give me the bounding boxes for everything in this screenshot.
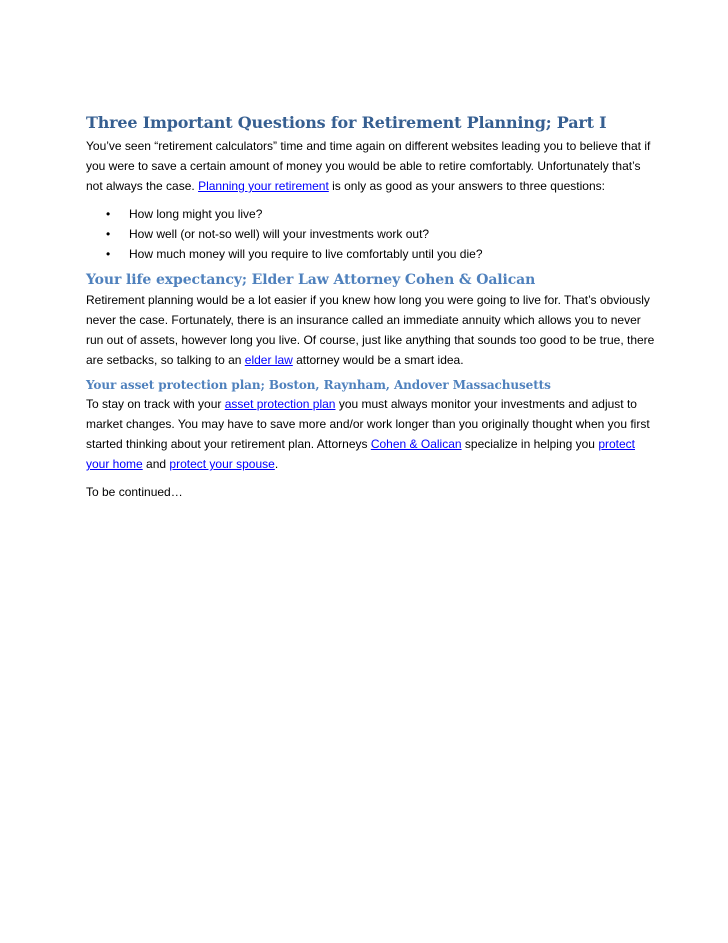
closing-text: To be continued…: [86, 485, 183, 499]
bullet-icon: •: [106, 247, 111, 261]
protect-your-home-link[interactable]: protect your home: [86, 437, 636, 471]
protect-your-spouse-link[interactable]: protect your spouse: [169, 457, 275, 471]
bullet-icon: •: [106, 207, 111, 221]
life-expectancy-paragraph: Retirement planning would be a lot easier if you knew how long you were going to live for. That’s obviously never the case. Fortunately, there is an insurance called an immediate annuity which allows you to never run out of assets, however long you live. Of course, just like anything that sounds too good to be true, there are setbacks, so talking to an elder law attorney would be a smart idea.: [86, 293, 655, 367]
list-item: • How well (or not-so well) will your investments work out?: [86, 224, 656, 244]
elder-law-link[interactable]: elder law: [244, 353, 293, 367]
asset-protection-paragraph: To stay on track with your asset protection plan you must always monitor your investments and adjust to market changes. You may have to save more and/or work longer than you originally thought when you first started thinking about your retirement plan. Attorneys Cohen & Oalican specialize in helping you protect your home and protect your spouse.: [86, 397, 650, 471]
list-item: • How long might you live?: [86, 204, 656, 224]
life-expectancy-heading: Your life expectancy; Elder Law Attorney Cohen & Oalican: [86, 272, 536, 288]
document-page: [86, 112, 656, 502]
questions-list: [86, 204, 656, 264]
intro-text-end: is only as good as your answers to three questions:: [328, 179, 605, 193]
intro-paragraph: [86, 136, 656, 196]
cohen-oalican-link[interactable]: Cohen & Oalican: [370, 437, 462, 451]
asset-protection-heading: Your asset protection plan; Boston, Raynham, Andover Massachusetts: [86, 378, 551, 392]
planning-retirement-link[interactable]: Planning your retirement: [198, 179, 329, 193]
page-title: Three Important Questions for Retirement Planning; Part I: [86, 113, 607, 132]
asset-protection-plan-link[interactable]: asset protection plan: [224, 397, 336, 411]
bullet-icon: •: [106, 227, 111, 241]
list-item: • How much money will you require to live comfortably until you die?: [86, 244, 656, 264]
intro-text-start: You’ve seen “retirement calculators” time and time again on different websites leading you to believe that if you were to save a certain amount of money you would be able to retire comfortably. Unfortunately that’s not always the case.: [86, 139, 651, 193]
